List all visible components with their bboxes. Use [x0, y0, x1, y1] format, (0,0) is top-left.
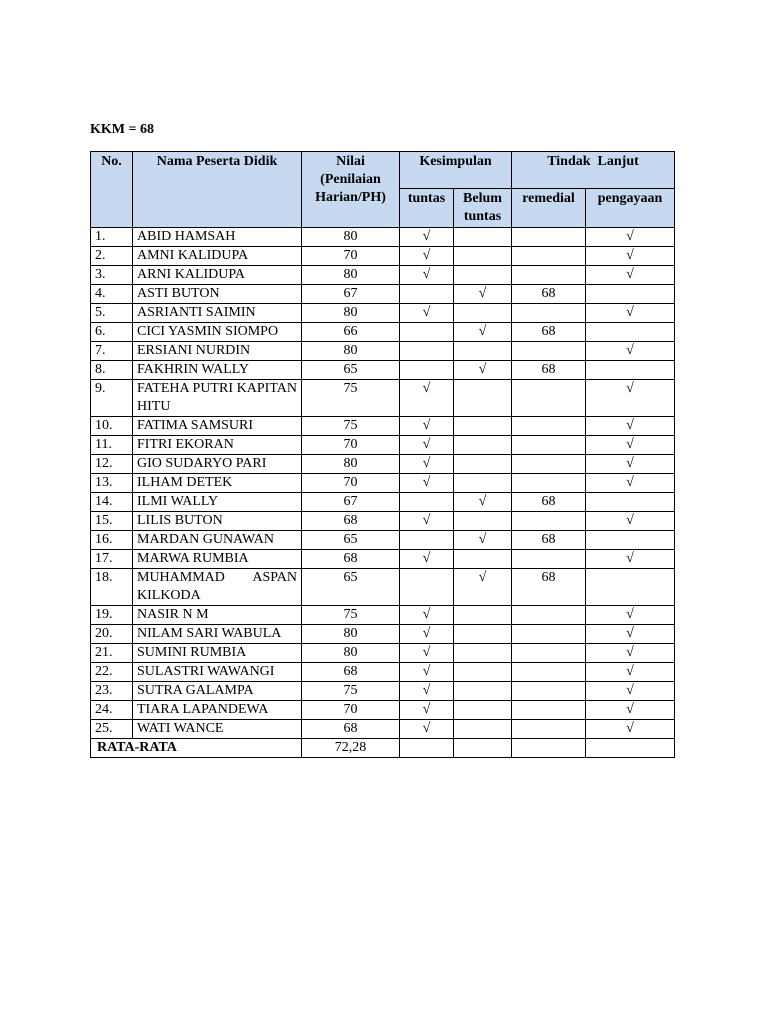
cell-tuntas: √: [400, 644, 454, 663]
cell-belum-tuntas: [454, 625, 512, 644]
cell-name: ILHAM DETEK: [133, 474, 302, 493]
cell-remedial: 68: [512, 531, 586, 550]
cell-tuntas: √: [400, 380, 454, 417]
header-name: Nama Peserta Didik: [133, 152, 302, 228]
cell-pengayaan: √: [586, 550, 675, 569]
cell-remedial: 68: [512, 285, 586, 304]
header-pengayaan: pengayaan: [586, 189, 675, 228]
cell-tuntas: √: [400, 550, 454, 569]
cell-pengayaan: √: [586, 682, 675, 701]
table-row: [91, 531, 675, 550]
cell-remedial: [512, 380, 586, 417]
cell-no: 11.: [91, 436, 133, 455]
cell-tuntas: [400, 361, 454, 380]
cell-nilai: 65: [302, 361, 400, 380]
cell-remedial: [512, 417, 586, 436]
cell-no: 23.: [91, 682, 133, 701]
table-row: [91, 455, 675, 474]
cell-belum-tuntas: [454, 342, 512, 361]
cell-pengayaan: √: [586, 228, 675, 247]
footer-empty-cell: [586, 739, 675, 758]
cell-tuntas: √: [400, 682, 454, 701]
cell-belum-tuntas: [454, 663, 512, 682]
cell-pengayaan: √: [586, 474, 675, 493]
table-row: [91, 323, 675, 342]
table-row: [91, 625, 675, 644]
cell-nilai: 80: [302, 228, 400, 247]
cell-name: SULASTRI WAWANGI: [133, 663, 302, 682]
cell-no: 17.: [91, 550, 133, 569]
cell-belum-tuntas: [454, 247, 512, 266]
cell-tuntas: √: [400, 663, 454, 682]
footer-empty-cell: [512, 739, 586, 758]
cell-remedial: [512, 512, 586, 531]
cell-name: NILAM SARI WABULA: [133, 625, 302, 644]
cell-tuntas: √: [400, 266, 454, 285]
cell-pengayaan: √: [586, 663, 675, 682]
cell-tuntas: √: [400, 512, 454, 531]
cell-tuntas: √: [400, 701, 454, 720]
cell-belum-tuntas: [454, 512, 512, 531]
table-row: [91, 493, 675, 512]
cell-pengayaan: [586, 569, 675, 606]
cell-remedial: [512, 266, 586, 285]
cell-name: GIO SUDARYO PARI: [133, 455, 302, 474]
cell-remedial: [512, 682, 586, 701]
cell-belum-tuntas: [454, 606, 512, 625]
cell-nilai: 70: [302, 247, 400, 266]
cell-no: 8.: [91, 361, 133, 380]
cell-belum-tuntas: √: [454, 323, 512, 342]
table-row: [91, 720, 675, 739]
cell-tuntas: [400, 493, 454, 512]
kkm-label: KKM = 68: [90, 122, 154, 137]
header-belum-tuntas: Belum tuntas: [454, 189, 512, 228]
table-row: [91, 266, 675, 285]
cell-pengayaan: √: [586, 701, 675, 720]
cell-name: FATIMA SAMSURI: [133, 417, 302, 436]
cell-tuntas: [400, 569, 454, 606]
table-row: [91, 512, 675, 531]
cell-no: 7.: [91, 342, 133, 361]
cell-tuntas: √: [400, 228, 454, 247]
cell-nilai: 80: [302, 625, 400, 644]
cell-nilai: 67: [302, 493, 400, 512]
cell-pengayaan: √: [586, 304, 675, 323]
cell-pengayaan: √: [586, 417, 675, 436]
cell-tuntas: √: [400, 720, 454, 739]
cell-pengayaan: √: [586, 436, 675, 455]
table-row: [91, 644, 675, 663]
table-row: [91, 285, 675, 304]
cell-nilai: 80: [302, 644, 400, 663]
footer-empty-cell: [454, 739, 512, 758]
cell-tuntas: √: [400, 436, 454, 455]
cell-name: MARWA RUMBIA: [133, 550, 302, 569]
cell-remedial: 68: [512, 569, 586, 606]
cell-belum-tuntas: [454, 644, 512, 663]
cell-name: TIARA LAPANDEWA: [133, 701, 302, 720]
cell-pengayaan: [586, 323, 675, 342]
cell-remedial: [512, 455, 586, 474]
cell-name: AMNI KALIDUPA: [133, 247, 302, 266]
cell-nilai: 75: [302, 682, 400, 701]
cell-belum-tuntas: [454, 266, 512, 285]
cell-belum-tuntas: √: [454, 361, 512, 380]
cell-name: NASIR N M: [133, 606, 302, 625]
header-remedial: remedial: [512, 189, 586, 228]
cell-remedial: [512, 663, 586, 682]
cell-no: 25.: [91, 720, 133, 739]
cell-no: 12.: [91, 455, 133, 474]
cell-belum-tuntas: [454, 474, 512, 493]
cell-no: 20.: [91, 625, 133, 644]
cell-tuntas: [400, 285, 454, 304]
table-row: [91, 474, 675, 493]
cell-remedial: [512, 342, 586, 361]
cell-name: ABID HAMSAH: [133, 228, 302, 247]
header-nilai: Nilai (Penilaian Harian/PH): [302, 152, 400, 228]
cell-belum-tuntas: [454, 720, 512, 739]
table-body: [91, 228, 675, 739]
cell-pengayaan: √: [586, 342, 675, 361]
cell-nilai: 75: [302, 606, 400, 625]
cell-nilai: 68: [302, 720, 400, 739]
cell-remedial: [512, 625, 586, 644]
cell-nilai: 65: [302, 531, 400, 550]
cell-belum-tuntas: √: [454, 285, 512, 304]
table-header: [91, 152, 675, 228]
cell-pengayaan: √: [586, 720, 675, 739]
cell-no: 22.: [91, 663, 133, 682]
cell-name: ASRIANTI SAIMIN: [133, 304, 302, 323]
cell-remedial: 68: [512, 361, 586, 380]
cell-remedial: 68: [512, 323, 586, 342]
cell-remedial: [512, 606, 586, 625]
footer-row: [91, 739, 675, 758]
cell-name: ARNI KALIDUPA: [133, 266, 302, 285]
cell-nilai: 80: [302, 266, 400, 285]
cell-nilai: 70: [302, 474, 400, 493]
cell-pengayaan: √: [586, 455, 675, 474]
cell-no: 3.: [91, 266, 133, 285]
cell-no: 10.: [91, 417, 133, 436]
cell-nilai: 80: [302, 455, 400, 474]
cell-tuntas: √: [400, 474, 454, 493]
cell-belum-tuntas: [454, 701, 512, 720]
cell-no: 5.: [91, 304, 133, 323]
cell-pengayaan: √: [586, 380, 675, 417]
cell-belum-tuntas: [454, 304, 512, 323]
cell-tuntas: √: [400, 625, 454, 644]
cell-pengayaan: √: [586, 247, 675, 266]
cell-belum-tuntas: √: [454, 493, 512, 512]
cell-tuntas: √: [400, 247, 454, 266]
cell-name: ILMI WALLY: [133, 493, 302, 512]
cell-nilai: 68: [302, 550, 400, 569]
cell-remedial: [512, 304, 586, 323]
cell-nilai: 68: [302, 512, 400, 531]
cell-name: LILIS BUTON: [133, 512, 302, 531]
cell-name: SUMINI RUMBIA: [133, 644, 302, 663]
cell-nilai: 80: [302, 342, 400, 361]
cell-name: CICI YASMIN SIOMPO: [133, 323, 302, 342]
cell-nilai: 68: [302, 663, 400, 682]
header-tuntas: tuntas: [400, 189, 454, 228]
cell-no: 13.: [91, 474, 133, 493]
cell-name: WATI WANCE: [133, 720, 302, 739]
cell-pengayaan: √: [586, 606, 675, 625]
cell-name: ERSIANI NURDIN: [133, 342, 302, 361]
header-row-1: [91, 152, 675, 189]
grades-table: [90, 151, 675, 758]
cell-name: ASTI BUTON: [133, 285, 302, 304]
cell-remedial: [512, 228, 586, 247]
cell-pengayaan: √: [586, 625, 675, 644]
table-row: [91, 436, 675, 455]
cell-nilai: 65: [302, 569, 400, 606]
cell-tuntas: √: [400, 455, 454, 474]
cell-nilai: 75: [302, 417, 400, 436]
header-tindak-lanjut: Tindak Lanjut: [512, 152, 675, 189]
cell-nilai: 66: [302, 323, 400, 342]
cell-name: MARDAN GUNAWAN: [133, 531, 302, 550]
cell-pengayaan: [586, 531, 675, 550]
cell-tuntas: √: [400, 304, 454, 323]
cell-pengayaan: [586, 493, 675, 512]
cell-no: 24.: [91, 701, 133, 720]
cell-belum-tuntas: √: [454, 531, 512, 550]
cell-pengayaan: [586, 361, 675, 380]
cell-pengayaan: √: [586, 512, 675, 531]
table-row: [91, 701, 675, 720]
cell-belum-tuntas: [454, 228, 512, 247]
table-row: [91, 228, 675, 247]
cell-no: 2.: [91, 247, 133, 266]
cell-tuntas: [400, 342, 454, 361]
cell-no: 15.: [91, 512, 133, 531]
cell-remedial: [512, 644, 586, 663]
cell-tuntas: √: [400, 417, 454, 436]
cell-nilai: 70: [302, 701, 400, 720]
cell-belum-tuntas: [454, 417, 512, 436]
footer-label: RATA-RATA: [91, 739, 302, 758]
table-row: [91, 417, 675, 436]
cell-name: MUHAMMAD ASPAN KILKODA: [133, 569, 302, 606]
table-row: [91, 304, 675, 323]
cell-no: 9.: [91, 380, 133, 417]
cell-no: 16.: [91, 531, 133, 550]
cell-tuntas: [400, 531, 454, 550]
cell-nilai: 70: [302, 436, 400, 455]
cell-no: 14.: [91, 493, 133, 512]
cell-no: 6.: [91, 323, 133, 342]
table-footer: [91, 739, 675, 758]
average-value: 72,28: [302, 739, 400, 758]
cell-pengayaan: √: [586, 266, 675, 285]
cell-remedial: [512, 474, 586, 493]
cell-nilai: 75: [302, 380, 400, 417]
footer-empty-cell: [400, 739, 454, 758]
table-row: [91, 380, 675, 417]
cell-belum-tuntas: [454, 682, 512, 701]
cell-remedial: [512, 436, 586, 455]
cell-tuntas: [400, 323, 454, 342]
cell-remedial: [512, 720, 586, 739]
cell-pengayaan: √: [586, 644, 675, 663]
table-row: [91, 550, 675, 569]
cell-belum-tuntas: [454, 550, 512, 569]
cell-remedial: [512, 550, 586, 569]
table-row: [91, 663, 675, 682]
table-row: [91, 606, 675, 625]
cell-pengayaan: [586, 285, 675, 304]
cell-belum-tuntas: [454, 455, 512, 474]
cell-belum-tuntas: [454, 436, 512, 455]
cell-name: FAKHRIN WALLY: [133, 361, 302, 380]
header-kesimpulan: Kesimpulan: [400, 152, 512, 189]
cell-no: 18.: [91, 569, 133, 606]
cell-remedial: 68: [512, 493, 586, 512]
cell-nilai: 80: [302, 304, 400, 323]
cell-no: 19.: [91, 606, 133, 625]
cell-name: FITRI EKORAN: [133, 436, 302, 455]
cell-remedial: [512, 247, 586, 266]
cell-nilai: 67: [302, 285, 400, 304]
cell-remedial: [512, 701, 586, 720]
cell-name: SUTRA GALAMPA: [133, 682, 302, 701]
cell-tuntas: √: [400, 606, 454, 625]
table-row: [91, 247, 675, 266]
cell-belum-tuntas: √: [454, 569, 512, 606]
table-row: [91, 569, 675, 606]
header-no: No.: [91, 152, 133, 228]
cell-name: FATEHA PUTRI KAPITAN HITU: [133, 380, 302, 417]
cell-no: 21.: [91, 644, 133, 663]
table-row: [91, 682, 675, 701]
cell-belum-tuntas: [454, 380, 512, 417]
table-row: [91, 361, 675, 380]
cell-no: 1.: [91, 228, 133, 247]
cell-no: 4.: [91, 285, 133, 304]
table-row: [91, 342, 675, 361]
